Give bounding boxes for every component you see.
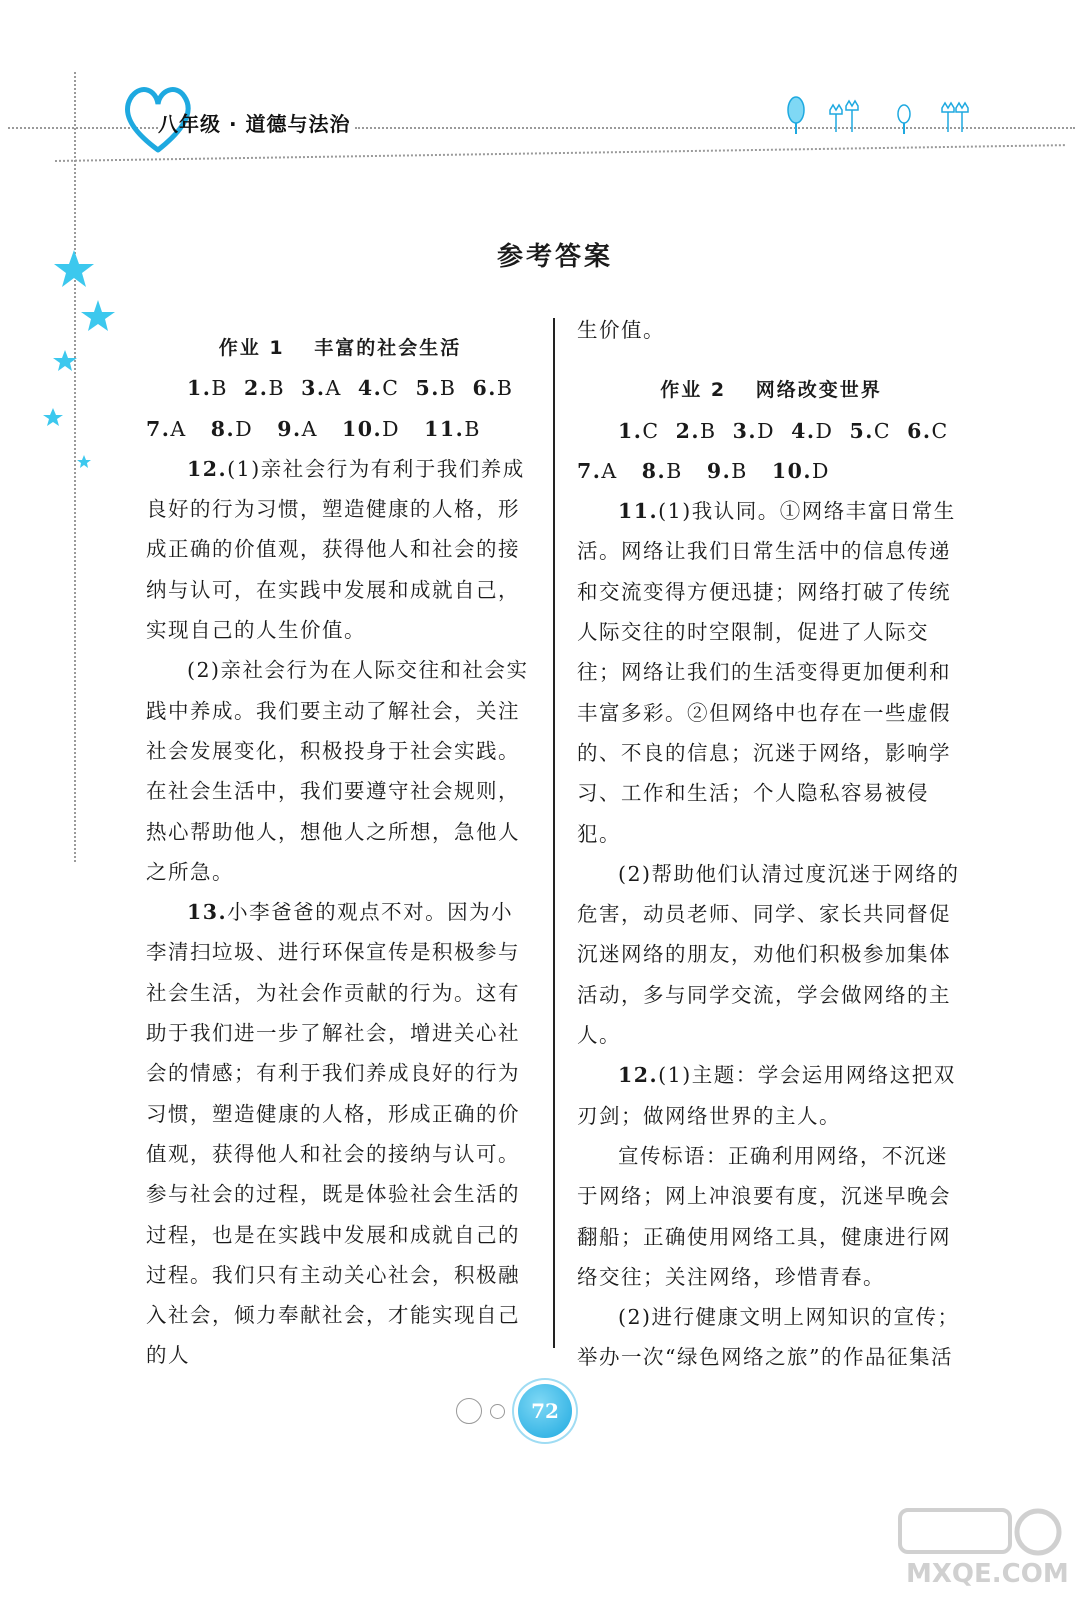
answer-item: 7.A: [577, 458, 618, 483]
section-heading-2: 作业 2 网络改变世界: [660, 379, 882, 402]
answer-paragraph: 12.(1)主题：学会运用网络这把双刃剑；做网络世界的主人。: [577, 1063, 956, 1128]
answer-item: 10.D: [771, 458, 830, 483]
answer-paragraph: (2)进行健康文明上网知识的宣传；举办一次“绿色网络之旅”的作品征集活: [577, 1305, 960, 1370]
answer-item: 8.D: [210, 416, 254, 441]
watermark-icon: [898, 1508, 1070, 1588]
answer-item: 6.B: [472, 376, 514, 401]
page-title: 参考答案: [496, 242, 613, 272]
answer-paragraph: (2)帮助他们认清过度沉迷于网络的危害，动员老师、同学、家长共同督促沉迷网络的朋友，劝他们积极参加集体活动，多与同学交流，学会做网络的主人。: [577, 861, 960, 1048]
answer-row: [577, 451, 965, 491]
right-column: [577, 310, 965, 1378]
answer-item: 8.B: [641, 458, 683, 483]
answer-item: 5.B: [415, 376, 457, 401]
answer-item: 11.B: [424, 416, 481, 441]
answer-item: 2.B: [675, 418, 717, 443]
answer-item: 4.C: [357, 376, 400, 401]
answer-item: 1.C: [618, 418, 660, 443]
page-number: 72: [518, 1384, 572, 1438]
grade-subject-label: 八年级 · 道德与法治: [158, 112, 351, 136]
answer-paragraph: (2)亲社会行为在人际交往和社会实践中养成。我们要主动了解社会，关注社会发展变化，积极投身于社会实践。在社会生活中，我们要遵守社会规则，热心帮助他人，想他人之所想，急他人之所急。: [146, 658, 529, 884]
answer-paragraph: 11.(1)我认同。①网络丰富日常生活。网络让我们日常生活中的信息传递和交流变得方便迅捷；网络打破了传统人际交往的时空限制，促进了人际交往；网络让我们的生活变得更加便利和丰富多彩。②但网络中也存在一些虚假的、不良的信息；沉迷于网络，影响学习、工作和生活；个人隐私容易被侵犯。: [577, 499, 956, 846]
answer-paragraph: 13.小李爸爸的观点不对。因为小李清扫垃圾、进行环保宣传是积极参与社会生活，为社会作贡献的行为。这有助于我们进一步了解社会，增进关心社会的情感；有利于我们养成良好的行为习惯，塑造健康的人格，形成正确的价值观，获得他人和社会的接纳与认可。参与社会的过程，既是体验社会生活的过程，也是在实践中发展和成就自己的过程。我们只有主动关心社会，积极融入社会，倾力奉献社会，才能实现自己的人: [146, 900, 520, 1368]
answer-item: 3.D: [732, 418, 776, 443]
header-dotted-curve: [55, 144, 1065, 162]
section-heading-1: 作业 1 丰富的社会生活: [218, 337, 462, 359]
page-ornament-circle: [456, 1398, 482, 1424]
tulip-decoration-icon: [780, 94, 980, 136]
watermark-logo: [898, 1508, 1070, 1592]
answer-paragraph: 生价值。: [577, 318, 665, 342]
left-column: [146, 328, 534, 1376]
answer-item: 5.C: [849, 418, 892, 443]
svg-text:MXQE.COM: MXQE.COM: [906, 1559, 1069, 1588]
answer-item: 9.B: [706, 458, 748, 483]
answer-item: 10.D: [341, 416, 401, 441]
answer-item: 4.D: [791, 418, 834, 443]
answer-item: 1.B: [187, 376, 228, 401]
answer-paragraph: 宣传标语：正确利用网络，不沉迷于网络；网上冲浪要有度，沉迷早晚会翻船；正确使用网络工具，健康进行网络交往；关注网络，珍惜青春。: [577, 1143, 951, 1289]
answer-row: [146, 409, 534, 449]
answer-row: [146, 368, 534, 408]
answer-row: [577, 411, 965, 451]
column-divider: [553, 318, 555, 1348]
stars-decoration-icon: [40, 240, 130, 480]
answer-item: 7.A: [146, 416, 187, 441]
page-ornament-circle-small: [490, 1404, 505, 1419]
answer-paragraph: 12.(1)亲社会行为有利于我们养成良好的行为习惯，塑造健康的人格，形成正确的价值观，获得他人和社会的接纳与认可，在实践中发展和成就自己，实现自己的人生价值。: [146, 456, 525, 643]
answer-item: 3.A: [301, 376, 342, 401]
answer-item: 6.C: [907, 418, 949, 443]
answer-item: 2.B: [244, 376, 286, 401]
answer-item: 9.A: [277, 416, 318, 441]
